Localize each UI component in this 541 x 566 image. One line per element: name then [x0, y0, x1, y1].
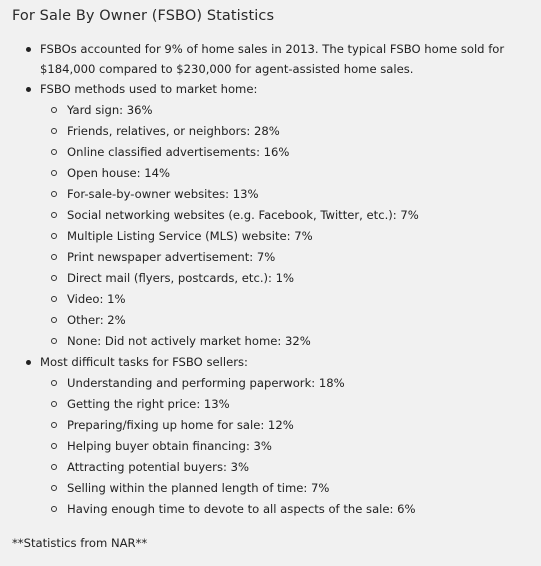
method-item: Open house: 14%	[40, 163, 541, 184]
task-item: Attracting potential buyers: 3%	[40, 457, 541, 478]
list-item-fsbo-share	[12, 39, 541, 79]
marketing-methods-heading: FSBO methods used to market home:	[40, 82, 258, 96]
difficult-tasks-heading: Most difficult tasks for FSBO sellers:	[40, 355, 248, 369]
method-item: Direct mail (flyers, postcards, etc.): 1%	[40, 268, 541, 289]
method-item: Other: 2%	[40, 310, 541, 331]
method-item: None: Did not actively market home: 32%	[40, 331, 541, 352]
method-item: Multiple Listing Service (MLS) website: 7%	[40, 226, 541, 247]
difficult-tasks-list	[40, 373, 541, 520]
task-item: Helping buyer obtain financing: 3%	[40, 436, 541, 457]
method-item: For-sale-by-owner websites: 13%	[40, 184, 541, 205]
fsbo-share-text: FSBOs accounted for 9% of home sales in 2013. The typical FSBO home sold for $184,000 compared to $230,000 for agent-assisted home sales.	[40, 42, 505, 76]
source-note: **Statistics from NAR**	[12, 536, 148, 550]
task-item: Getting the right price: 13%	[40, 394, 541, 415]
task-item: Selling within the planned length of time: 7%	[40, 478, 541, 499]
method-item: Video: 1%	[40, 289, 541, 310]
method-item: Social networking websites (e.g. Facebook, Twitter, etc.): 7%	[40, 205, 541, 226]
section-title: For Sale By Owner (FSBO) Statistics	[12, 8, 275, 24]
list-item-difficult-tasks	[12, 352, 541, 520]
method-item: Friends, relatives, or neighbors: 28%	[40, 121, 541, 142]
list-item-marketing-methods	[12, 79, 541, 352]
statistics-list	[12, 39, 541, 520]
method-item: Print newspaper advertisement: 7%	[40, 247, 541, 268]
method-item: Online classified advertisements: 16%	[40, 142, 541, 163]
task-item: Having enough time to devote to all aspects of the sale: 6%	[40, 499, 541, 520]
task-item: Preparing/fixing up home for sale: 12%	[40, 415, 541, 436]
method-item: Yard sign: 36%	[40, 100, 541, 121]
marketing-methods-list	[40, 100, 541, 352]
task-item: Understanding and performing paperwork: 18%	[40, 373, 541, 394]
